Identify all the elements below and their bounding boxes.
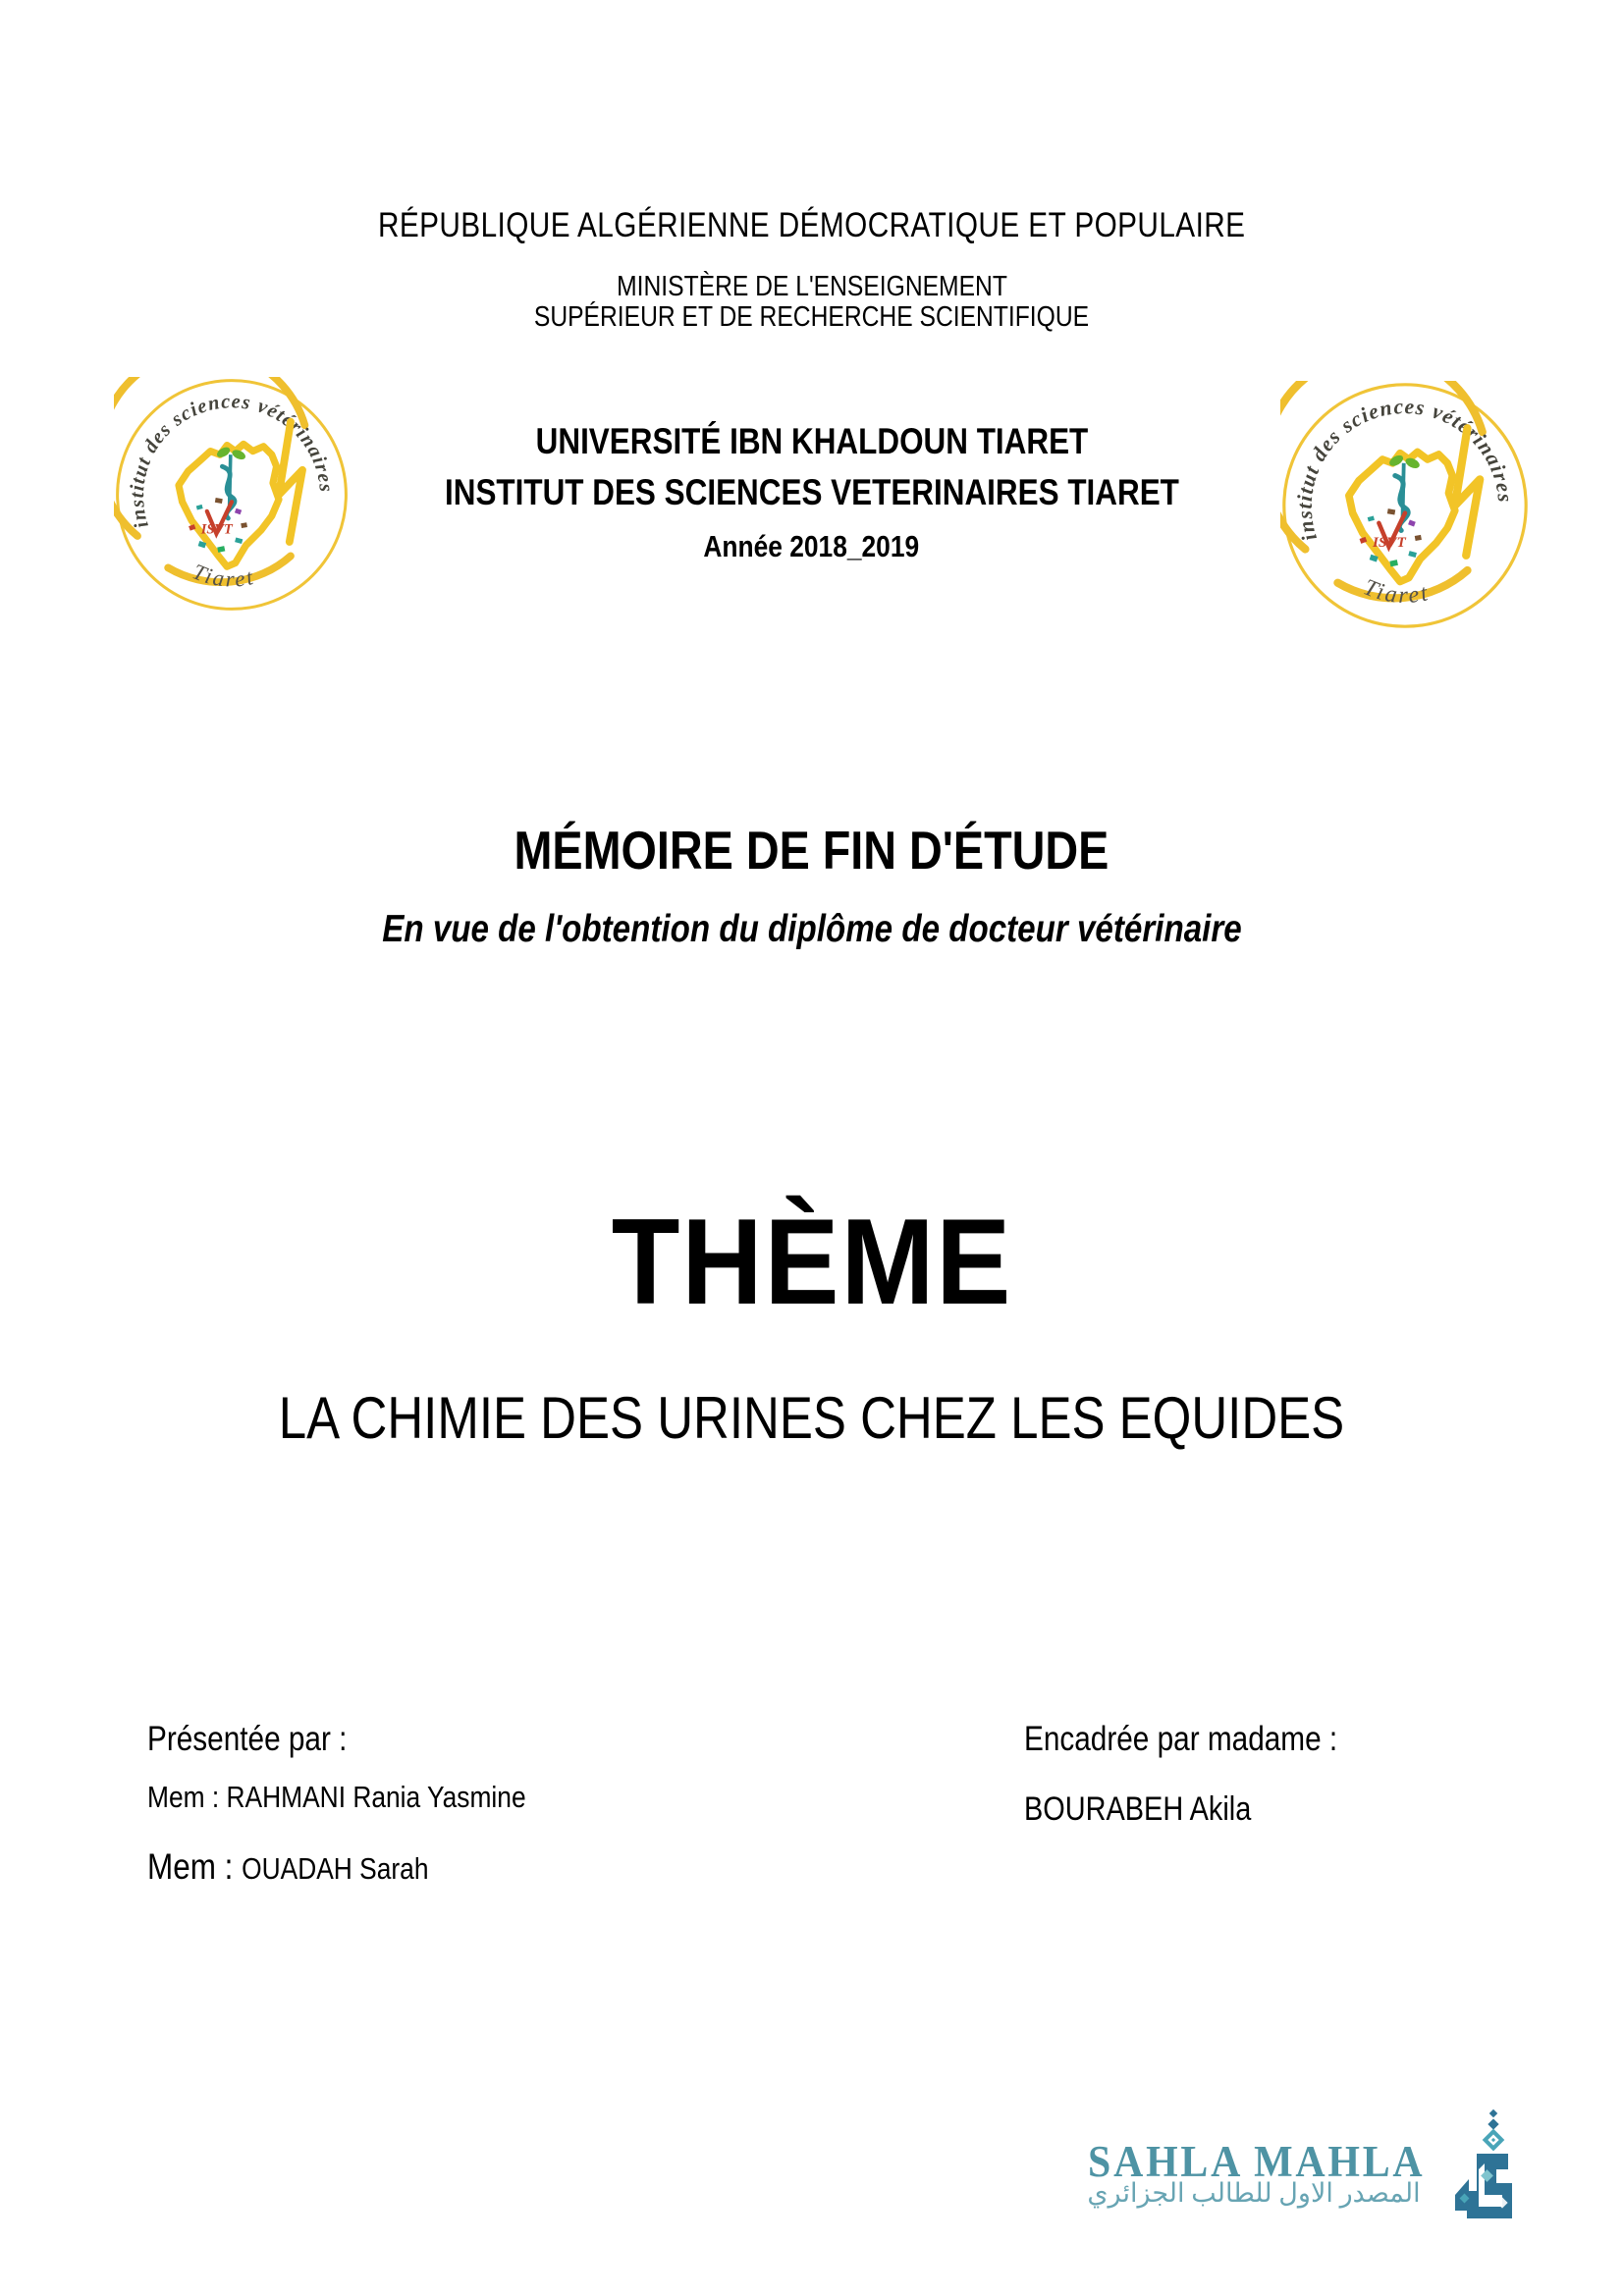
theme-heading-text: THÈME [611,1195,1012,1330]
institute-name-text: INSTITUT DES SCIENCES VETERINAIRES TIARET [444,472,1179,512]
institute-name [0,472,1623,513]
republic-header [0,206,1623,245]
supervisor-block [1024,1718,1392,1830]
academic-year [0,529,1623,564]
watermark-tagline: المصدر الاول للطالب الجزائري [1087,2178,1421,2208]
ministry-header-line2 [0,301,1623,334]
seal-acronym: ISVT [1372,533,1406,551]
ministry-header-text1: MINISTÈRE DE L'ENSEIGNEMENT [616,271,1007,302]
member-2-name: OUADAH Sarah [242,1851,429,1886]
seal-acronym: ISVT [200,521,233,538]
republic-header-text: RÉPUBLIQUE ALGÉRIENNE DÉMOCRATIQUE ET POPULAIRE [377,206,1246,244]
member-2 [147,1845,593,1891]
memoir-title-text: MÉMOIRE DE FIN D'ÉTUDE [514,820,1109,881]
thesis-title [0,1384,1623,1452]
memoir-title [0,819,1623,881]
supervisor-name: BOURABEH Akila [1024,1790,1252,1828]
member-2-prefix: Mem : [147,1846,243,1887]
academic-year-text: Année 2018_2019 [703,529,920,563]
university-name [0,421,1623,462]
memoir-subtitle-text: En vue de l'obtention du diplôme de docteur vétérinaire [381,908,1242,950]
presented-by-label: Présentée par : [147,1720,348,1758]
university-name-text: UNIVERSITÉ IBN KHALDOUN TIARET [535,421,1088,461]
supervisor-label: Encadrée par madame : [1024,1720,1338,1758]
watermark-calligraphy-icon [1453,2109,1516,2224]
watermark-brand-text: SAHLA MAHLA [1088,2137,1426,2186]
seal-arc-text: institut des sciences vétérinaires [1292,394,1518,545]
seal-arc-text: institut des sciences vétérinaires [126,391,338,531]
memoir-subtitle [0,908,1623,951]
seal-city-text: Tiaret [189,559,258,592]
theme-heading [0,1196,1623,1329]
thesis-title-text: LA CHIMIE DES URINES CHEZ LES EQUIDES [278,1385,1345,1451]
seal-city-text: Tiaret [1359,573,1433,610]
member-1: Mem : RAHMANI Rania Yasmine [147,1780,526,1814]
ministry-header-line1 [0,271,1623,303]
presented-by-block [147,1718,593,1891]
ministry-header-text2: SUPÉRIEUR ET DE RECHERCHE SCIENTIFIQUE [533,301,1090,333]
